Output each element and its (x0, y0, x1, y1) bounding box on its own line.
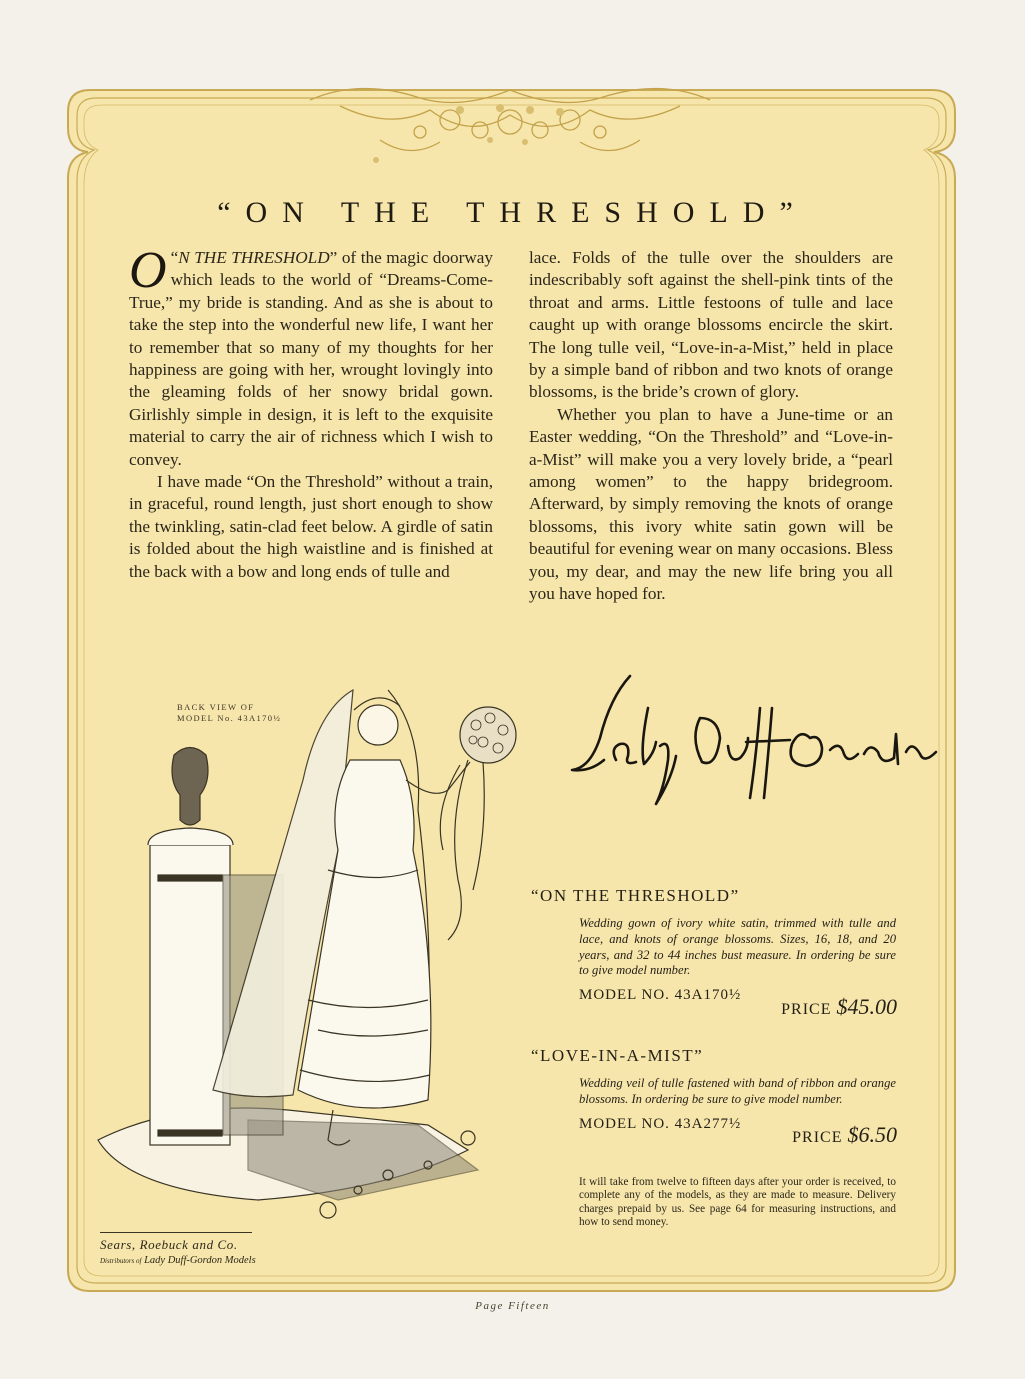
opening-text: ” of the magic doorway which leads to the world of “Dreams-Come-True,” my bride is standing. And as she is about to take the step into the wonderful new life, I want her to remember that so many of my thoughts for her happiness are going with her, wrought lovingly into the gleaming folds of her snowy bridal gown. Girlishly simple in design, it is left to the exquisite material to carry the air of richness which I wish to convey. (129, 248, 493, 469)
body-right-column (529, 247, 893, 606)
product-description: Wedding gown of ivory white satin, trimmed with tulle and lace, and knots of orange blossoms. Sizes, 16, 18, and 20 years, and 32 to 44 inches bust measure. In ordering be sure to give model number. (579, 916, 896, 978)
product-name: “ON THE THRESHOLD” (531, 886, 740, 905)
delivery-note: It will take from twelve to fifteen days after your order is received, to complete any of the models, as they are made to measure. Delivery charges prepaid by us. See page 64 for measuring instructions, and how to send money. (579, 1176, 896, 1229)
drop-cap: O (129, 242, 167, 299)
caption-line-1: BACK VIEW OF (177, 702, 255, 712)
price-label: PRICE (781, 1001, 832, 1018)
bride-illustration (88, 670, 558, 1230)
lead-italic-text: N THE THRESHOLD (178, 248, 330, 267)
product-model-number: MODEL NO. 43A277½ (579, 1115, 742, 1132)
lady-duff-gordon-signature (560, 668, 950, 808)
company-name: Sears, Roebuck and Co. (100, 1237, 238, 1252)
product-description: Wedding veil of tulle fastened with band of ribbon and orange blossoms. In ordering be sure to give model number. (579, 1076, 896, 1106)
back-view-caption (177, 702, 281, 724)
caption-line-2: MODEL No. 43A170½ (177, 713, 282, 723)
paragraph-veil: lace. Folds of the tulle over the shoulders are indescribably soft against the shell-pink tints of the throat and arms. Little festoons of tulle and lace caught up with orange blossoms encircle the skirt. The long tulle veil, “Love-in-a-Mist,” held in place by a simple band of ribbon and two knots of orange blossoms, is the bride’s crown of glory. (529, 248, 893, 402)
body-left-column (129, 242, 493, 583)
opening-paragraph (129, 242, 493, 471)
distributor-prefix: Distributors of (100, 1257, 142, 1265)
page-title: “ON THE THRESHOLD” (217, 196, 808, 229)
distributor-name: Lady Duff-Gordon Models (144, 1255, 256, 1266)
paragraph-wedding: Whether you plan to have a June-time or an Easter wedding, “On the Threshold” and “Love-in-a-Mist” will make you a very lovely bride, a “pearl among women” to the happy bridegroom. Afterward, by simply removing the knots of orange blossoms, this ivory white satin gown will be beautiful for evening wear on many occasions. Bless you, my dear, and may the new life bring you all you have hoped for. (529, 404, 893, 604)
distributor-credit (100, 1232, 256, 1266)
product-on-the-threshold (531, 886, 897, 1019)
product-love-in-a-mist (531, 1046, 897, 1147)
page-number: Page Fifteen (475, 1300, 550, 1312)
opening-quote: “ (170, 248, 179, 267)
price-amount: $6.50 (847, 1122, 897, 1147)
product-name: “LOVE-IN-A-MIST” (531, 1046, 704, 1065)
product-price (781, 994, 897, 1020)
product-price (792, 1122, 897, 1148)
floral-ornament (300, 70, 720, 170)
price-label: PRICE (792, 1129, 843, 1146)
paragraph-train: I have made “On the Threshold” without a train, in graceful, round length, just short enough to show the twinkling, satin-clad feet below. A girdle of satin is folded about the high waistline and is finished at the back with a bow and long ends of tulle and (129, 472, 493, 581)
product-model-number: MODEL NO. 43A170½ (579, 987, 742, 1004)
credit-rule (100, 1232, 252, 1233)
distributor-line (100, 1255, 256, 1266)
price-amount: $45.00 (836, 994, 897, 1019)
